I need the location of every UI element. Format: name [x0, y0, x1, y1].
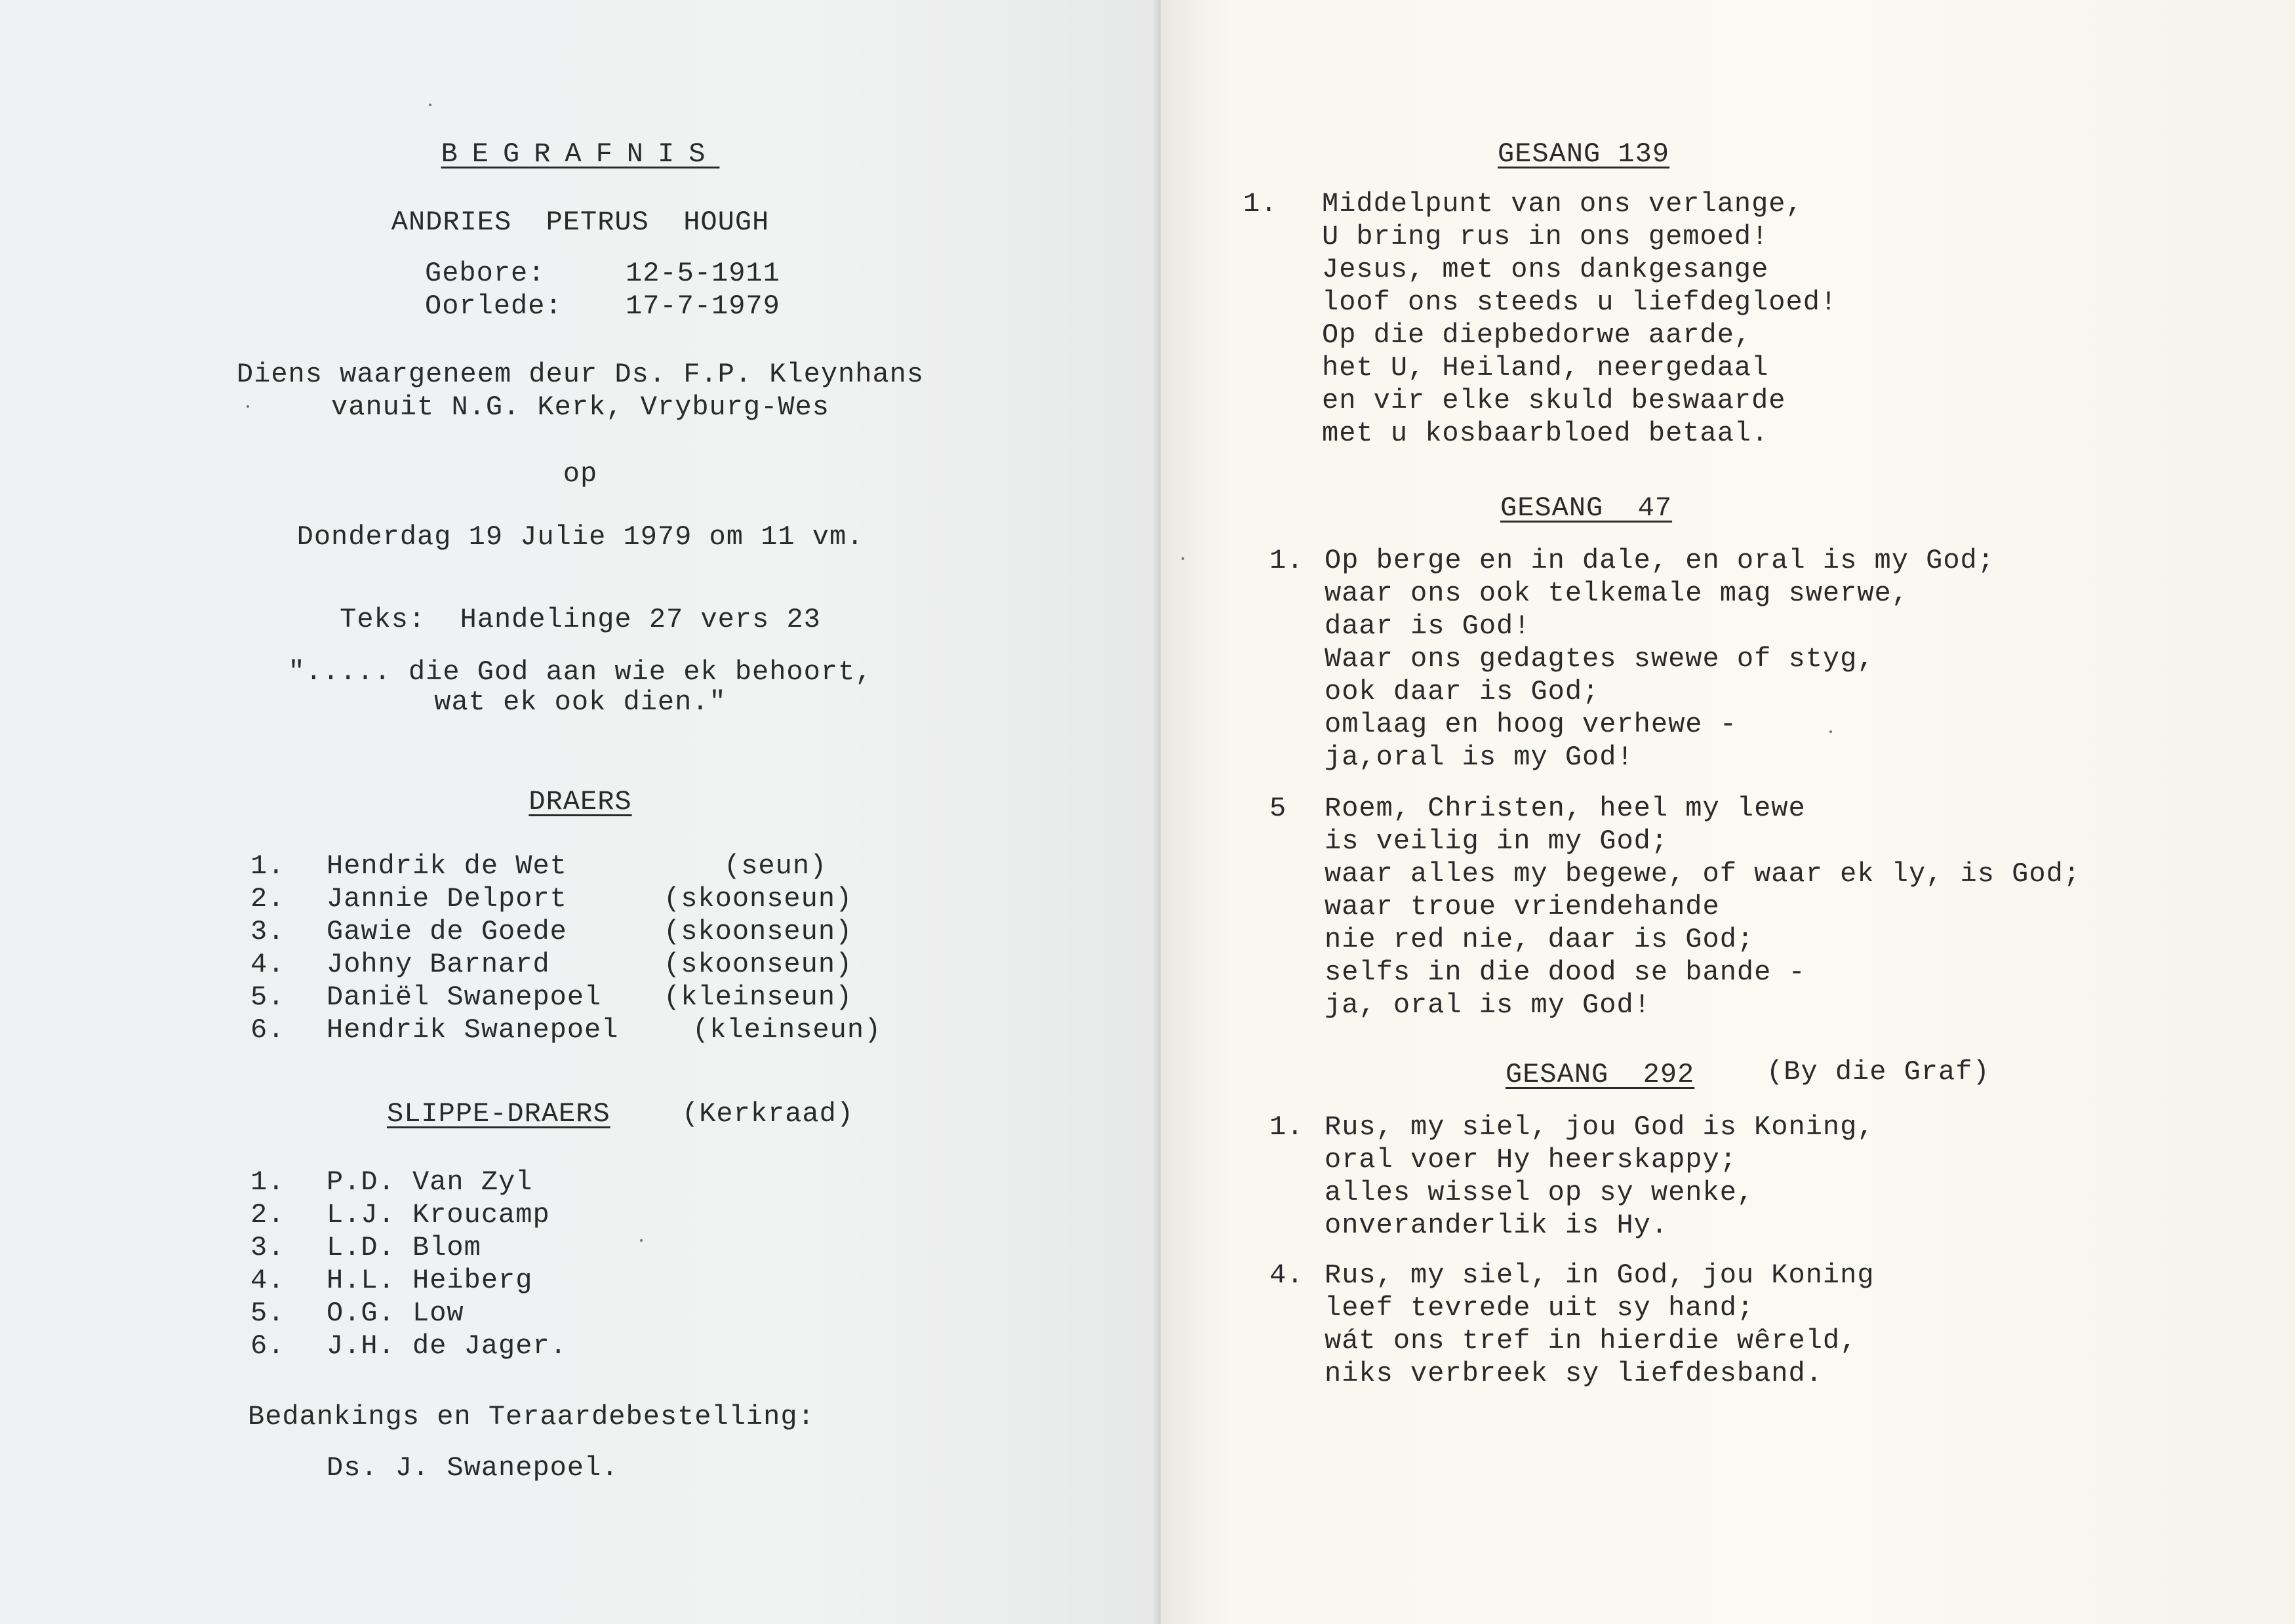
verse-line: nie red nie, daar is God; [1325, 924, 1755, 955]
paper-speck [247, 405, 249, 408]
pall-num: 3. [250, 1232, 285, 1263]
verse-number: 1. [1269, 1111, 1304, 1143]
paper-speck [429, 104, 431, 106]
verse-line: en vir elke skuld beswaarde [1322, 385, 1786, 416]
verse-line: wát ons tref in hierdie wêreld, [1325, 1325, 1858, 1357]
paper-speck [1829, 730, 1832, 733]
verse-line: Waar ons gedagtes swewe of styg, [1325, 643, 1875, 675]
bearer-relation: (seun) [724, 850, 828, 882]
bearer-name: Hendrik de Wet [327, 850, 567, 882]
thanks-name: Ds. J. Swanepoel. [327, 1452, 619, 1484]
paper-speck [1182, 557, 1184, 560]
hymn-3-heading: GESANG 292 [1506, 1059, 1695, 1090]
service-line-2: vanuit N.G. Kerk, Vryburg-Wes [331, 391, 829, 423]
verse-line: het U, Heiland, neergedaal [1322, 352, 1769, 384]
verse-line: Rus, my siel, in God, jou Koning [1325, 1259, 1875, 1291]
pall-num: 1. [250, 1166, 285, 1198]
scripture-text: Teks: Handelinge 27 vers 23 [340, 604, 821, 635]
verse-number: 1. [1269, 545, 1304, 576]
bearer-num: 6. [250, 1014, 285, 1046]
deceased-name: ANDRIES PETRUS HOUGH [391, 207, 770, 238]
verse-number: 1. [1243, 188, 1278, 220]
bearer-name: Gawie de Goede [327, 916, 567, 947]
pall-name: J.H. de Jager. [327, 1330, 567, 1362]
verse-line: daar is God! [1325, 610, 1531, 642]
pall-bearers-note: (Kerkraad) [682, 1098, 854, 1130]
verse-number: 4. [1269, 1259, 1304, 1291]
bearer-name: Jannie Delport [327, 883, 567, 915]
verse-line: Middelpunt van ons verlange, [1322, 188, 1803, 220]
verse-line: selfs in die dood se bande - [1325, 957, 1806, 988]
bearer-name: Johny Barnard [327, 949, 550, 980]
verse-line: Rus, my siel, jou God is Koning, [1325, 1111, 1875, 1143]
bearer-relation: (skoonseun) [664, 949, 853, 980]
pall-name: L.D. Blom [327, 1232, 481, 1263]
bearer-relation: (skoonseun) [664, 883, 853, 915]
bearer-name: Daniël Swanepoel [327, 981, 602, 1013]
bearer-num: 3. [250, 916, 285, 947]
verse-line: onveranderlik is Hy. [1325, 1210, 1669, 1241]
died-date: 17-7-1979 [626, 290, 780, 322]
verse-line: omlaag en hoog verhewe - [1325, 709, 1737, 740]
verse-line: U bring rus in ons gemoed! [1322, 221, 1769, 252]
pall-num: 5. [250, 1297, 285, 1329]
died-label: Oorlede: [425, 290, 563, 322]
bearers-heading: DRAERS [529, 786, 632, 818]
born-label: Gebore: [425, 258, 546, 289]
hymn-1-heading: GESANG 139 [1498, 138, 1670, 170]
bearer-num: 5. [250, 981, 285, 1013]
pall-name: L.J. Kroucamp [327, 1199, 550, 1231]
verse-line: ook daar is God; [1325, 676, 1600, 707]
verse-line: met u kosbaarbloed betaal. [1322, 418, 1769, 449]
pall-name: O.G. Low [327, 1297, 464, 1329]
verse-line: is veilig in my God; [1325, 825, 1669, 857]
verse-line: loof ons steeds u liefdegloed! [1322, 287, 1838, 318]
verse-line: Op die diepbedorwe aarde, [1322, 319, 1752, 351]
verse-line: alles wissel op sy wenke, [1325, 1177, 1755, 1208]
right-page [1161, 0, 2295, 1624]
bearer-relation: (kleinseun) [692, 1014, 882, 1046]
verse-line: Jesus, met ons dankgesange [1322, 254, 1769, 285]
verse-line: leef tevrede uit sy hand; [1325, 1292, 1755, 1324]
thanks-line: Bedankings en Teraardebestelling: [248, 1401, 815, 1433]
paper-speck [640, 1239, 643, 1242]
pall-name: P.D. Van Zyl [327, 1166, 533, 1198]
bearer-name: Hendrik Swanepoel [327, 1014, 619, 1046]
op-text: op [563, 458, 598, 490]
hymn-3-note: (By die Graf) [1766, 1056, 1990, 1088]
pall-num: 6. [250, 1330, 285, 1362]
program-title: BEGRAFNIS [441, 138, 720, 170]
quote-line-2: wat ek ook dien." [434, 686, 727, 718]
pall-bearers-heading: SLIPPE-DRAERS [387, 1098, 610, 1130]
pall-name: H.L. Heiberg [327, 1265, 533, 1296]
pall-num: 4. [250, 1265, 285, 1296]
bearer-relation: (skoonseun) [664, 916, 853, 947]
bearer-num: 1. [250, 850, 285, 882]
hymn-2-heading: GESANG 47 [1500, 492, 1673, 524]
pall-num: 2. [250, 1199, 285, 1231]
bearer-num: 2. [250, 883, 285, 915]
verse-line: ja, oral is my God! [1325, 989, 1651, 1021]
verse-line: oral voer Hy heerskappy; [1325, 1144, 1737, 1176]
verse-line: niks verbreek sy liefdesband. [1325, 1358, 1823, 1389]
verse-line: waar troue vriendehande [1325, 891, 1720, 922]
verse-number: 5 [1269, 793, 1287, 824]
born-date: 12-5-1911 [626, 258, 780, 289]
service-date: Donderdag 19 Julie 1979 om 11 vm. [296, 521, 864, 553]
service-line-1: Diens waargeneem deur Ds. F.P. Kleynhans [236, 359, 925, 390]
bearer-relation: (kleinseun) [664, 981, 853, 1013]
verse-line: ja,oral is my God! [1325, 742, 1634, 773]
verse-line: Roem, Christen, heel my lewe [1325, 793, 1806, 824]
bearer-num: 4. [250, 949, 285, 980]
verse-line: waar ons ook telkemale mag swerwe, [1325, 578, 1909, 609]
quote-line-1: "..... die God aan wie ek behoort, [288, 656, 873, 688]
verse-line: waar alles my begewe, of waar ek ly, is God; [1325, 858, 2081, 890]
verse-line: Op berge en in dale, en oral is my God; [1325, 545, 1995, 576]
